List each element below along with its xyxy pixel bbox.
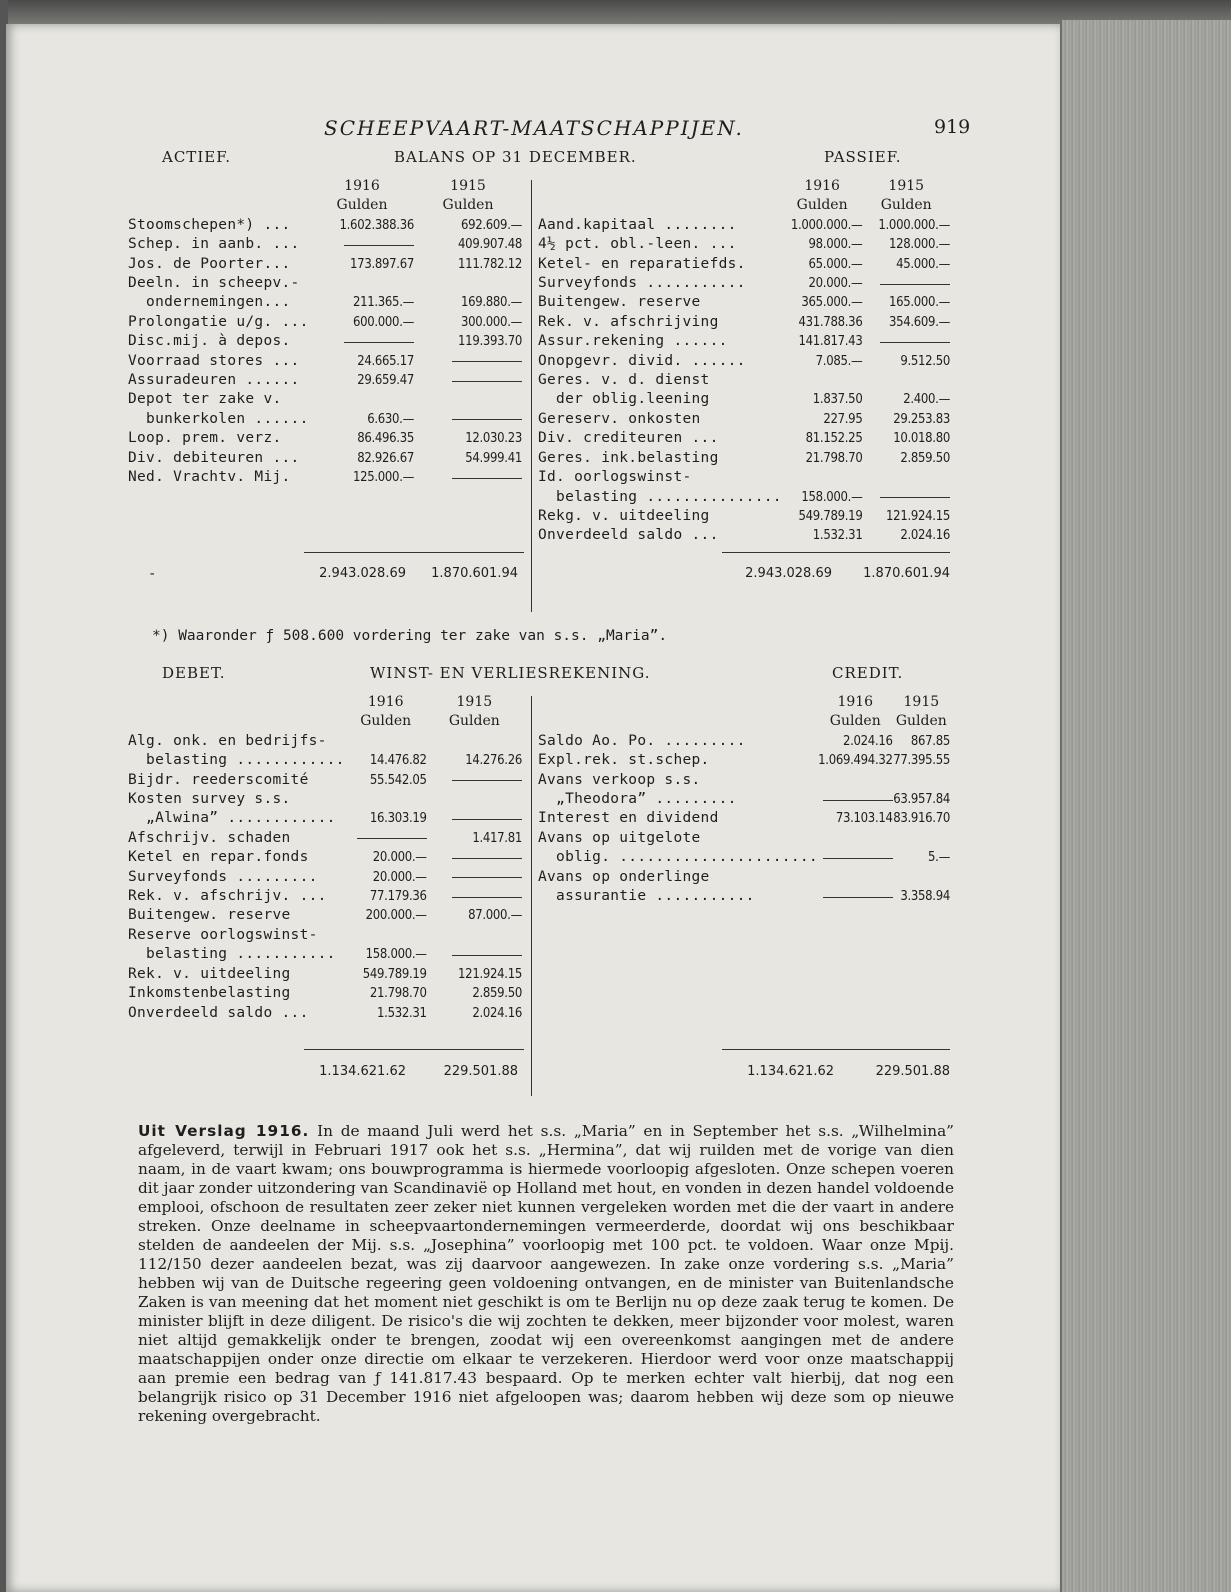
year-header-1915: 1915 bbox=[903, 694, 940, 710]
value-1915 bbox=[427, 790, 522, 809]
value-1916: 81.152.25 bbox=[805, 431, 863, 447]
dash-mark: - bbox=[148, 566, 157, 582]
value-1916: 1.602.388.36 bbox=[339, 217, 414, 233]
credit-row bbox=[538, 771, 950, 790]
value-1916: 200.000.— bbox=[365, 908, 427, 924]
year-header-1916: 1916 bbox=[837, 694, 874, 710]
empty-value-dash bbox=[818, 887, 893, 906]
debet-row bbox=[128, 965, 522, 984]
row-label: Id. oorlogswinst- bbox=[538, 469, 692, 486]
value-1915: 83.916.70 bbox=[893, 811, 950, 827]
actief-row bbox=[128, 429, 522, 448]
actief-row bbox=[128, 410, 522, 429]
value-1916 bbox=[345, 732, 427, 751]
value-1915: 29.253.83 bbox=[893, 411, 950, 427]
balance-divider bbox=[531, 180, 532, 612]
passief-row bbox=[538, 274, 950, 293]
dash-rule bbox=[452, 819, 522, 820]
value-1915: 14.276.26 bbox=[465, 753, 522, 769]
value-1916: 158.000.— bbox=[365, 947, 427, 963]
dash-rule bbox=[880, 284, 950, 285]
row-label: Ned. Vrachtv. Mij. bbox=[128, 469, 291, 486]
value-1916: 1.069.494.32 bbox=[818, 753, 893, 769]
dash-rule bbox=[452, 955, 522, 956]
actief-row bbox=[128, 255, 522, 274]
value-1915: 2.024.16 bbox=[472, 1005, 522, 1021]
value-1915 bbox=[893, 829, 950, 848]
row-label: Loop. prem. verz. bbox=[128, 430, 282, 447]
row-label: „Theodora” ......... bbox=[538, 791, 737, 808]
value-1916: 2.024.16 bbox=[842, 733, 893, 749]
empty-value-dash bbox=[414, 410, 522, 429]
currency-header: Gulden bbox=[895, 713, 947, 730]
passief-row bbox=[538, 216, 950, 235]
row-label: Div. debiteuren ... bbox=[128, 449, 300, 466]
value-1915 bbox=[414, 274, 522, 293]
currency-header: Gulden bbox=[336, 197, 388, 214]
passief-row bbox=[538, 526, 950, 545]
value-1916: 141.817.43 bbox=[798, 334, 863, 350]
row-label: Assuradeuren ...... bbox=[128, 372, 300, 389]
actief-row bbox=[128, 390, 522, 409]
value-1915: 2.859.50 bbox=[472, 986, 522, 1002]
debet-row bbox=[128, 926, 522, 945]
actief-total-1915: 1.870.601.94 bbox=[431, 566, 518, 581]
debet-row bbox=[128, 809, 522, 828]
row-label: Jos. de Poorter... bbox=[128, 255, 291, 272]
passief-row bbox=[538, 371, 950, 390]
dash-rule bbox=[452, 478, 522, 479]
value-1916 bbox=[310, 390, 414, 409]
value-1916: 86.496.35 bbox=[357, 431, 414, 447]
debet-row bbox=[128, 984, 522, 1003]
value-1915: 354.609.— bbox=[888, 314, 950, 330]
empty-value-dash bbox=[310, 332, 414, 351]
row-label: belasting ........... bbox=[128, 946, 336, 963]
value-1916: 227.95 bbox=[823, 411, 863, 427]
value-1915: 2.024.16 bbox=[900, 528, 950, 544]
dash-rule bbox=[452, 780, 522, 781]
value-1916: 549.789.19 bbox=[798, 508, 863, 524]
currency-header: Gulden bbox=[448, 713, 500, 730]
row-label: „Alwina” ............ bbox=[128, 810, 336, 827]
passief-row bbox=[538, 313, 950, 332]
dash-rule bbox=[452, 858, 522, 859]
value-1916: 16.303.19 bbox=[369, 811, 427, 827]
dash-rule bbox=[452, 381, 522, 382]
row-label: Prolongatie u/g. ... bbox=[128, 313, 309, 330]
dash-rule bbox=[823, 858, 893, 859]
dash-rule bbox=[823, 800, 893, 801]
actief-row bbox=[128, 313, 522, 332]
report-lead: Uit Verslag 1916. bbox=[138, 1122, 310, 1140]
row-label: Bijdr. reederscomité bbox=[128, 771, 309, 788]
passief-row bbox=[538, 235, 950, 254]
page-number: 919 bbox=[934, 116, 971, 138]
value-1916 bbox=[782, 468, 863, 487]
dash-rule bbox=[344, 245, 414, 246]
value-1915 bbox=[427, 732, 522, 751]
value-1915 bbox=[893, 771, 950, 790]
value-1915 bbox=[862, 468, 950, 487]
empty-value-dash bbox=[427, 945, 522, 964]
credit-row bbox=[538, 790, 950, 809]
row-label: oblig. ...................... bbox=[538, 849, 818, 866]
row-label: 4½ pct. obl.-leen. ... bbox=[538, 236, 737, 253]
value-1916: 211.365.— bbox=[352, 295, 414, 311]
currency-header: Gulden bbox=[829, 713, 881, 730]
credit-row bbox=[538, 848, 950, 867]
passief-total-1915: 1.870.601.94 bbox=[863, 566, 950, 581]
credit-table bbox=[538, 693, 950, 906]
row-label: Afschrijv. schaden bbox=[128, 829, 291, 846]
debet-total-rule bbox=[304, 1049, 524, 1050]
actief-row bbox=[128, 332, 522, 351]
pl-heading: WINST- EN VERLIESREKENING. bbox=[370, 664, 651, 682]
value-1916: 1.837.50 bbox=[812, 392, 863, 408]
dash-rule bbox=[452, 361, 522, 362]
dash-rule bbox=[357, 838, 427, 839]
actief-row bbox=[128, 274, 522, 293]
value-1916 bbox=[345, 790, 427, 809]
value-1915: 12.030.23 bbox=[465, 431, 522, 447]
row-label: Aand.kapitaal ........ bbox=[538, 216, 737, 233]
value-1915: 692.609.— bbox=[460, 217, 522, 233]
empty-value-dash bbox=[414, 352, 522, 371]
passief-row bbox=[538, 293, 950, 312]
row-label: Avans verkoop s.s. bbox=[538, 771, 701, 788]
value-1916: 20.000.— bbox=[808, 276, 863, 292]
value-1916: 65.000.— bbox=[808, 256, 863, 272]
row-label: Reserve oorlogswinst- bbox=[128, 926, 318, 943]
value-1916: 82.926.67 bbox=[357, 450, 414, 466]
value-1915: 10.018.80 bbox=[893, 431, 950, 447]
value-1916: 6.630.— bbox=[367, 411, 414, 427]
credit-row bbox=[538, 732, 950, 751]
debet-row bbox=[128, 848, 522, 867]
empty-value-dash bbox=[427, 868, 522, 887]
scanner-top-edge bbox=[0, 0, 1231, 26]
row-label: Saldo Ao. Po. ......... bbox=[538, 732, 746, 749]
debet-row bbox=[128, 732, 522, 751]
value-1916: 77.179.36 bbox=[369, 889, 427, 905]
row-label: Surveyfonds ........... bbox=[538, 275, 746, 292]
credit-total-1916: 1.134.621.62 bbox=[747, 1064, 834, 1079]
row-label: Avans op onderlinge bbox=[538, 868, 710, 885]
value-1916: 21.798.70 bbox=[805, 450, 863, 466]
row-label: Div. crediteuren ... bbox=[538, 430, 719, 447]
value-1916: 55.542.05 bbox=[369, 772, 427, 788]
value-1916: 20.000.— bbox=[372, 850, 427, 866]
value-1915: 45.000.— bbox=[896, 256, 950, 272]
empty-value-dash bbox=[862, 274, 950, 293]
row-label: Ketel en repar.fonds bbox=[128, 849, 309, 866]
empty-value-dash bbox=[862, 488, 950, 507]
row-label: Kosten survey s.s. bbox=[128, 791, 291, 808]
balance-footnote: *) Waaronder ƒ 508.600 vordering ter zake van s.s. „Maria”. bbox=[152, 628, 668, 644]
empty-value-dash bbox=[310, 235, 414, 254]
actief-total-1916: 2.943.028.69 bbox=[319, 566, 406, 581]
row-label: Voorraad stores ... bbox=[128, 352, 300, 369]
value-1915: 1.417.81 bbox=[472, 830, 522, 846]
value-1915 bbox=[862, 371, 950, 390]
dash-rule bbox=[344, 342, 414, 343]
empty-value-dash bbox=[427, 887, 522, 906]
row-label: Alg. onk. en bedrijfs- bbox=[128, 732, 327, 749]
row-label: Rek. v. afschrijv. ... bbox=[128, 888, 327, 905]
debet-row bbox=[128, 887, 522, 906]
value-1915: 1.000.000.— bbox=[878, 217, 950, 233]
row-label: Inkomstenbelasting bbox=[128, 985, 291, 1002]
passief-row bbox=[538, 429, 950, 448]
value-1915: 63.957.84 bbox=[893, 792, 950, 808]
credit-row bbox=[538, 751, 950, 770]
actief-row bbox=[128, 352, 522, 371]
currency-header: Gulden bbox=[442, 197, 494, 214]
dash-rule bbox=[880, 497, 950, 498]
passief-table bbox=[538, 177, 950, 546]
value-1916: 125.000.— bbox=[352, 470, 414, 486]
row-label: Geres. ink.belasting bbox=[538, 449, 719, 466]
credit-total-rule bbox=[722, 1049, 950, 1050]
credit-row bbox=[538, 809, 950, 828]
value-1916 bbox=[818, 829, 893, 848]
row-label: assurantie ........... bbox=[538, 888, 755, 905]
actief-row bbox=[128, 371, 522, 390]
actief-table bbox=[128, 177, 522, 488]
value-1915: 111.782.12 bbox=[458, 256, 522, 272]
year-header-1915: 1915 bbox=[456, 694, 493, 710]
currency-header: Gulden bbox=[796, 197, 848, 214]
value-1915: 77.395.55 bbox=[893, 753, 950, 769]
passief-total-1916: 2.943.028.69 bbox=[745, 566, 832, 581]
passief-row bbox=[538, 449, 950, 468]
year-header-1916: 1916 bbox=[367, 694, 404, 710]
credit-row bbox=[538, 829, 950, 848]
value-1916: 1.532.31 bbox=[812, 528, 863, 544]
value-1916: 1.000.000.— bbox=[790, 217, 863, 233]
row-label: ondernemingen... bbox=[128, 294, 291, 311]
row-label: Stoomschepen*) ... bbox=[128, 216, 291, 233]
debet-row bbox=[128, 790, 522, 809]
debet-row bbox=[128, 771, 522, 790]
dash-rule bbox=[880, 342, 950, 343]
value-1916 bbox=[818, 868, 893, 887]
actief-row bbox=[128, 216, 522, 235]
value-1916: 14.476.82 bbox=[369, 753, 427, 769]
row-label: Rek. v. afschrijving bbox=[538, 313, 719, 330]
credit-row bbox=[538, 887, 950, 906]
passief-row bbox=[538, 352, 950, 371]
row-label: der oblig.leening bbox=[538, 391, 710, 408]
value-1915: 165.000.— bbox=[888, 295, 950, 311]
row-label: Schep. in aanb. ... bbox=[128, 236, 300, 253]
year-header-1915: 1915 bbox=[888, 178, 925, 194]
row-label: Disc.mij. à depos. bbox=[128, 333, 291, 350]
value-1916: 73.103.14 bbox=[835, 811, 893, 827]
debet-row bbox=[128, 906, 522, 925]
debet-row bbox=[128, 829, 522, 848]
passief-total-rule bbox=[722, 552, 950, 553]
value-1916: 365.000.— bbox=[801, 295, 863, 311]
passief-row bbox=[538, 390, 950, 409]
empty-value-dash bbox=[427, 771, 522, 790]
row-label: Rekg. v. uitdeeling bbox=[538, 507, 710, 524]
book-page-edges bbox=[1060, 20, 1231, 1592]
year-header-1915: 1915 bbox=[450, 178, 486, 194]
empty-value-dash bbox=[818, 790, 893, 809]
empty-value-dash bbox=[345, 829, 427, 848]
currency-header: Gulden bbox=[880, 197, 932, 214]
value-1915: 3.358.94 bbox=[900, 889, 950, 905]
empty-value-dash bbox=[818, 848, 893, 867]
row-label: Buitengew. reserve bbox=[128, 907, 291, 924]
debet-total-1916: 1.134.621.62 bbox=[319, 1064, 406, 1079]
value-1915: 121.924.15 bbox=[886, 508, 950, 524]
value-1916: 600.000.— bbox=[352, 314, 414, 330]
dash-rule bbox=[452, 877, 522, 878]
value-1916: 1.532.31 bbox=[377, 1005, 427, 1021]
row-label: Buitengew. reserve bbox=[538, 294, 701, 311]
value-1916 bbox=[310, 274, 414, 293]
value-1916: 24.665.17 bbox=[357, 353, 414, 369]
credit-total-1915: 229.501.88 bbox=[875, 1064, 950, 1079]
currency-header: Gulden bbox=[360, 713, 412, 730]
row-label: Expl.rek. st.schep. bbox=[538, 752, 710, 769]
value-1915: 54.999.41 bbox=[465, 450, 522, 466]
debet-row bbox=[128, 868, 522, 887]
running-title: SCHEEPVAART-MAATSCHAPPIJEN. bbox=[324, 116, 744, 140]
row-label: bunkerkolen ...... bbox=[128, 410, 309, 427]
passief-row bbox=[538, 410, 950, 429]
actief-row bbox=[128, 235, 522, 254]
pl-divider bbox=[531, 696, 532, 1096]
value-1916: 158.000.— bbox=[801, 489, 863, 505]
actief-total-rule bbox=[304, 552, 524, 553]
debet-row bbox=[128, 1004, 522, 1023]
value-1915: 87.000.— bbox=[468, 908, 522, 924]
value-1915: 128.000.— bbox=[888, 237, 950, 253]
value-1915: 121.924.15 bbox=[458, 966, 522, 982]
value-1915: 9.512.50 bbox=[900, 353, 950, 369]
dash-rule bbox=[452, 897, 522, 898]
row-label: belasting ............ bbox=[128, 752, 345, 769]
value-1916: 549.789.19 bbox=[362, 966, 427, 982]
annual-report-excerpt bbox=[138, 1122, 954, 1426]
actief-row bbox=[128, 468, 522, 487]
empty-value-dash bbox=[427, 848, 522, 867]
value-1916: 20.000.— bbox=[372, 869, 427, 885]
value-1916: 29.659.47 bbox=[357, 373, 414, 389]
value-1915: 867.85 bbox=[910, 733, 950, 749]
dash-rule bbox=[823, 897, 893, 898]
empty-value-dash bbox=[862, 332, 950, 351]
row-label: Onverdeeld saldo ... bbox=[538, 527, 719, 544]
value-1915 bbox=[427, 926, 522, 945]
value-1915: 300.000.— bbox=[460, 314, 522, 330]
row-label: belasting ............... bbox=[538, 488, 782, 505]
value-1915: 2.859.50 bbox=[900, 450, 950, 466]
passief-row bbox=[538, 255, 950, 274]
actief-row bbox=[128, 293, 522, 312]
year-header-1916: 1916 bbox=[344, 178, 380, 194]
empty-value-dash bbox=[414, 468, 522, 487]
debet-heading: DEBET. bbox=[162, 664, 226, 682]
row-label: Depot ter zake v. bbox=[128, 391, 282, 408]
value-1916: 98.000.— bbox=[808, 237, 863, 253]
value-1916: 7.085.— bbox=[815, 353, 863, 369]
credit-heading: CREDIT. bbox=[832, 664, 904, 682]
value-1915 bbox=[414, 390, 522, 409]
dash-rule bbox=[452, 419, 522, 420]
value-1915: 2.400.— bbox=[903, 392, 950, 408]
row-label: Interest en dividend bbox=[538, 810, 719, 827]
empty-value-dash bbox=[414, 371, 522, 390]
book-page bbox=[6, 24, 1060, 1592]
value-1916: 173.897.67 bbox=[350, 256, 414, 272]
value-1915: 119.393.70 bbox=[458, 334, 522, 350]
debet-total-1915: 229.501.88 bbox=[443, 1064, 518, 1079]
debet-row bbox=[128, 945, 522, 964]
row-label: Assur.rekening ...... bbox=[538, 333, 728, 350]
empty-value-dash bbox=[427, 809, 522, 828]
actief-row bbox=[128, 449, 522, 468]
row-label: Onopgevr. divid. ...... bbox=[538, 352, 746, 369]
row-label: Surveyfonds ......... bbox=[128, 868, 318, 885]
debet-table bbox=[128, 693, 522, 1023]
value-1916 bbox=[345, 926, 427, 945]
value-1916 bbox=[818, 771, 893, 790]
row-label: Deeln. in scheepv.- bbox=[128, 275, 300, 292]
credit-row bbox=[538, 868, 950, 887]
value-1916: 21.798.70 bbox=[369, 986, 427, 1002]
passief-row bbox=[538, 332, 950, 351]
row-label: Onverdeeld saldo ... bbox=[128, 1004, 309, 1021]
row-label: Ketel- en reparatiefds. bbox=[538, 255, 746, 272]
passief-heading: PASSIEF. bbox=[824, 148, 902, 166]
passief-row bbox=[538, 507, 950, 526]
row-label: Gereserv. onkosten bbox=[538, 410, 701, 427]
row-label: Avans op uitgelote bbox=[538, 829, 701, 846]
value-1916: 431.788.36 bbox=[798, 314, 863, 330]
debet-row bbox=[128, 751, 522, 770]
row-label: Rek. v. uitdeeling bbox=[128, 965, 291, 982]
value-1915: 409.907.48 bbox=[458, 237, 522, 253]
report-text: In de maand Juli werd het s.s. „Maria” en in September het s.s. „Wilhelmina” afgeleverd, terwijl in Februari 1917 ook het s.s. „Hermina”, dat wij ruilden met de vorige van dien naam, in de vaart kwam; ons bouwprogramma is hiermede voorloopig afgesloten. Onze schepen voeren dit jaar zonder uitzondering van Scandinavië op Holland met hout, en vonden in dezen handel voldoende emplooi, ofschoon de resultaten zeer zeker niet kunnen vergeleken worden met die der vaart in andere streken. Onze deelname in scheepvaartondernemingen vermeerderde, doordat wij ons beschikbaar stelden de aandeelen der Mij. s.s. „Josephina” voorloopig met 100 pct. te voldoen. Waar onze Mpij. 112/150 dezer aandeelen bezat, was zij daarvoor aangewezen. In zake onze vordering s.s. „Maria” hebben wij van de Duitsche regeering geen voldoening ontvangen, en de minister van Buitenlandsche Zaken is van meening dat het moment niet geschikt is om te Berlijn nu op deze zaak terug te komen. De minister blijft in deze diligent. De risico's die wij zochten te dekken, meer bijzonder voor molest, waren niet altijd gemakkelijk onder te brengen, zoodat wij een overeenkomst aangingen met de andere maatschappijen onder onze directie om elkaar te verzekeren. Hierdoor werd voor onze maatschappij aan premie een bedrag van ƒ 141.817.43 bespaard. Op te merken echter valt hierbij, dat nog een belangrijk risico op 31 December 1916 niet afgeloopen was; daarom hebben wij deze som op nieuwe rekening overgebracht. bbox=[138, 1122, 955, 1425]
actief-heading: ACTIEF. bbox=[162, 148, 232, 166]
passief-row bbox=[538, 488, 950, 507]
row-label: Geres. v. d. dienst bbox=[538, 372, 710, 389]
value-1915 bbox=[893, 868, 950, 887]
value-1916 bbox=[782, 371, 863, 390]
value-1915: 5.— bbox=[928, 850, 950, 866]
balance-heading: BALANS OP 31 DECEMBER. bbox=[394, 148, 637, 166]
value-1915: 169.880.— bbox=[460, 295, 522, 311]
year-header-1916: 1916 bbox=[804, 178, 840, 194]
passief-row bbox=[538, 468, 950, 487]
